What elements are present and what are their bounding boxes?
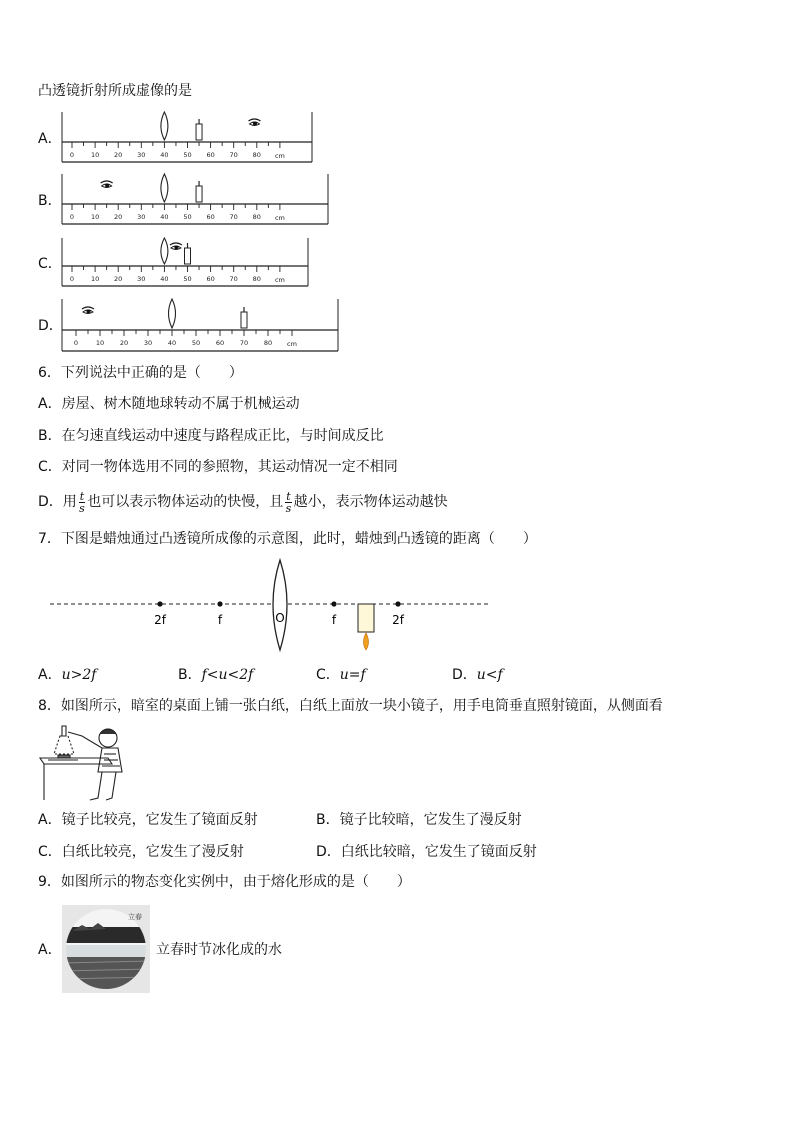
q7-option-d: D．u<f	[452, 667, 503, 683]
t-over-s-fraction-2: $\frac{t}{s}$	[285, 489, 292, 515]
q7-option-b: B．f<u<2f	[178, 667, 254, 683]
q9-option-a-text: 立春时节冰化成的水	[156, 942, 282, 958]
ruler-tick-label: 60	[206, 275, 215, 283]
q6-option-d	[38, 487, 448, 517]
ruler-tick-label: 70	[229, 275, 238, 283]
q6-option-d-post: 越小，表示物体运动越快	[293, 494, 448, 510]
flame-icon	[364, 633, 369, 650]
q5-option-d-diagram	[60, 297, 340, 355]
q6-stem: 6．下列说法中正确的是（ ）	[38, 365, 243, 381]
ruler-tick-label: 20	[114, 213, 123, 221]
q5-option-c-diagram	[60, 236, 310, 290]
q8-stem: 8．如图所示，暗室的桌面上铺一张白纸，白纸上面放一块小镜子，用手电筒垂直照射镜面，从侧面看	[38, 698, 663, 714]
q6-option-a: A．房屋、树木随地球转动不属于机械运动	[38, 396, 300, 412]
ruler-tick-label: 10	[90, 151, 100, 159]
q7-label-o: O	[275, 611, 285, 625]
q7-option-a: A．u>2f	[38, 667, 97, 683]
ruler-unit-label: cm	[287, 340, 297, 348]
q8-option-b: B．镜子比较暗，它发生了漫反射	[316, 812, 522, 828]
candle-icon	[196, 124, 202, 140]
q8-option-a: A．镜子比较亮，它发生了镜面反射	[38, 812, 258, 828]
ruler-tick-label: 50	[183, 275, 192, 283]
ruler-tick-label: 20	[114, 151, 123, 159]
ruler-tick-label: 40	[160, 275, 169, 283]
q7-label-f-right: f	[331, 613, 337, 627]
ruler-unit-label: cm	[274, 276, 285, 284]
ruler-tick-label: 40	[167, 339, 177, 347]
ruler-tick-label: 80	[252, 151, 261, 159]
ruler-tick-label: 0	[69, 151, 75, 159]
ruler-tick-label: 30	[137, 151, 146, 159]
candle-icon	[185, 248, 191, 264]
intro-line: 凸透镜折射所成虚像的是	[38, 83, 192, 99]
ruler-tick-label: 40	[160, 151, 169, 159]
ruler-tick-label: 10	[90, 275, 100, 283]
ruler-tick-label: 30	[137, 213, 146, 221]
ruler-tick-label: 80	[263, 339, 273, 347]
q7-lens-diagram	[40, 556, 500, 656]
ruler-tick-label: 70	[239, 339, 249, 347]
ruler-tick-label: 70	[229, 213, 238, 221]
ruler-tick-label: 20	[114, 275, 123, 283]
q9-stem: 9．如图所示的物态变化实例中，由于熔化形成的是（ ）	[38, 874, 411, 890]
ruler-tick-label: 40	[160, 213, 169, 221]
ruler-tick-label: 30	[143, 339, 153, 347]
ruler-tick-label: 10	[95, 339, 105, 347]
ruler-tick-label: 50	[191, 339, 201, 347]
q9-photo-stamp: 立春	[128, 913, 142, 921]
candle-icon	[241, 312, 247, 328]
q5-option-d-letter: D．	[38, 318, 63, 334]
q5-option-b-letter: B．	[38, 193, 62, 209]
convex-lens-icon	[169, 299, 176, 328]
q8-illustration	[38, 722, 138, 804]
q6-option-d-pre: D．用	[38, 494, 77, 510]
ruler-tick-label: 60	[215, 339, 225, 347]
q7-label-2f-left: 2f	[154, 613, 166, 627]
ruler-tick-label: 60	[206, 151, 215, 159]
q7-stem: 7．下图是蜡烛通过凸透镜所成像的示意图，此时，蜡烛到凸透镜的距离（ ）	[38, 531, 537, 547]
eye-icon	[82, 307, 94, 314]
q6-option-d-mid: 也可以表示物体运动的快慢，且	[87, 494, 284, 510]
ruler-tick-label: 70	[229, 151, 238, 159]
ruler-tick-label: 80	[252, 275, 261, 283]
q5-option-b-diagram	[60, 172, 330, 228]
ruler-tick-label: 50	[183, 213, 192, 221]
ruler-tick-label: 80	[252, 213, 261, 221]
q6-option-b: B．在匀速直线运动中速度与路程成正比，与时间成反比	[38, 428, 384, 444]
ruler-tick-label: 50	[183, 151, 192, 159]
q5-option-c-letter: C．	[38, 256, 62, 272]
candle-icon	[358, 604, 374, 632]
ruler-tick-label: 60	[206, 213, 215, 221]
eye-icon	[170, 243, 182, 250]
convex-lens-icon	[273, 560, 287, 650]
ruler-tick-label: 10	[90, 213, 100, 221]
q7-label-2f-right: 2f	[392, 613, 404, 627]
convex-lens-icon	[161, 238, 168, 264]
eye-icon	[248, 119, 260, 126]
ruler-tick-label: 0	[73, 339, 79, 347]
q6-option-c: C．对同一物体选用不同的参照物，其运动情况一定不相同	[38, 459, 398, 475]
q9-option-a-photo	[62, 905, 150, 993]
ruler-tick-label: 0	[69, 213, 75, 221]
eye-icon	[101, 181, 113, 188]
q5-option-a-diagram	[60, 110, 314, 166]
ruler-tick-label: 0	[69, 275, 75, 283]
ruler-unit-label: cm	[274, 214, 285, 222]
convex-lens-icon	[161, 174, 168, 202]
q8-option-c: C．白纸比较亮，它发生了漫反射	[38, 844, 244, 860]
q9-option-a-letter: A．	[38, 942, 62, 958]
q7-label-f-left: f	[217, 613, 223, 627]
q5-option-a-letter: A．	[38, 131, 62, 147]
convex-lens-icon	[161, 112, 168, 140]
ruler-tick-label: 30	[137, 275, 146, 283]
candle-icon	[196, 186, 202, 202]
t-over-s-fraction-1: $\frac{t}{s}$	[79, 489, 85, 515]
ruler-tick-label: 20	[119, 339, 129, 347]
q8-option-d: D．白纸比较暗，它发生了镜面反射	[316, 844, 537, 860]
q7-option-c: C．u=f	[316, 667, 366, 683]
ruler-unit-label: cm	[274, 152, 285, 160]
